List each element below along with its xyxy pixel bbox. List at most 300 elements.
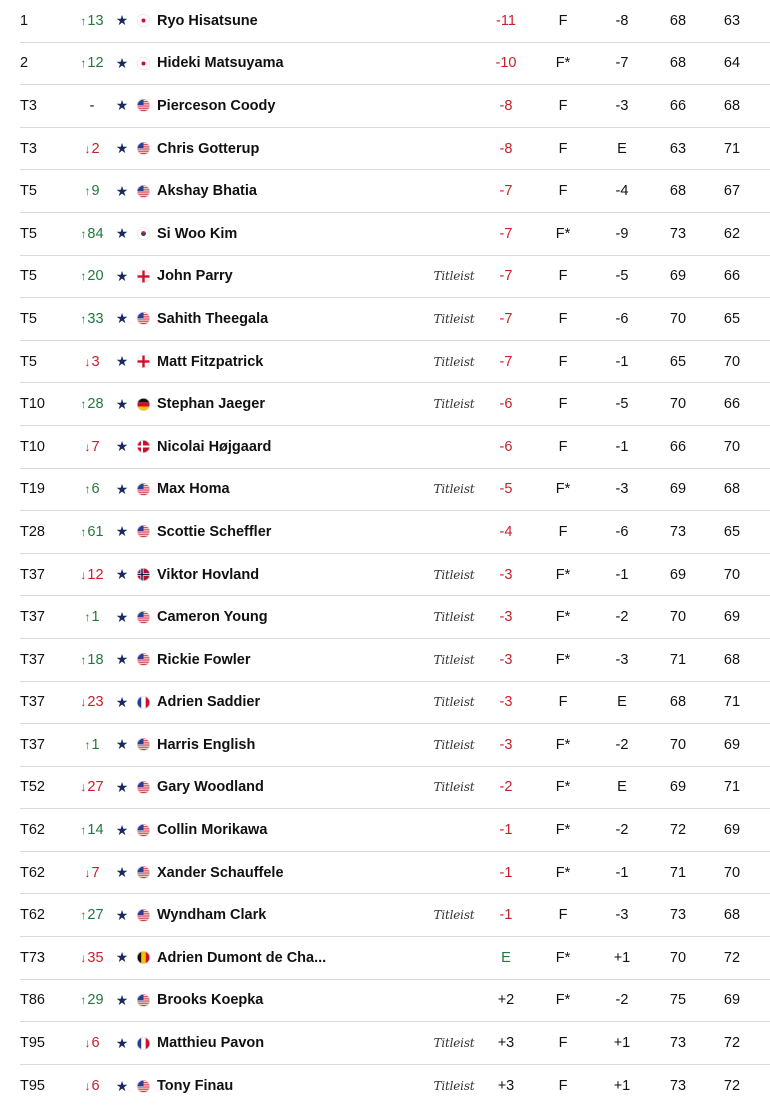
round1-score: 72 <box>669 822 687 839</box>
round1-score: 70 <box>669 949 687 966</box>
round-score: +1 <box>613 1035 631 1052</box>
movement-cell <box>72 256 112 298</box>
thru-cell: F <box>558 396 568 413</box>
round-score: -2 <box>615 822 629 839</box>
player-name[interactable]: Matthieu Pavon <box>157 1035 265 1052</box>
player-name[interactable]: Matt Fitzpatrick <box>157 353 264 370</box>
player-name[interactable]: Ryo Hisatsune <box>157 12 258 29</box>
arrow-up-icon: ↑ <box>80 13 87 28</box>
country-flag-icon <box>136 469 150 511</box>
thru-cell: F <box>558 907 568 924</box>
table-row[interactable] <box>20 426 770 469</box>
round1-score: 68 <box>669 694 687 711</box>
total-score: -1 <box>499 864 513 881</box>
round2-score: 63 <box>723 12 741 29</box>
thru-cell: F <box>558 97 568 114</box>
country-flag-icon <box>136 980 150 1022</box>
arrow-up-icon: ↑ <box>84 610 91 625</box>
table-row[interactable] <box>20 256 770 299</box>
movement-cell <box>72 852 112 894</box>
favorite-star-icon[interactable]: ★ <box>115 1077 129 1094</box>
sponsor-logo <box>430 511 478 553</box>
movement-cell <box>72 469 112 511</box>
favorite-star-icon[interactable]: ★ <box>115 97 129 114</box>
sponsor-logo: Titleist <box>433 269 475 284</box>
sponsor-logo: Titleist <box>433 311 475 326</box>
round-score: -2 <box>615 992 629 1009</box>
favorite-star-icon[interactable]: ★ <box>115 864 129 881</box>
arrow-up-icon: ↑ <box>84 482 91 497</box>
round2-score: 68 <box>723 97 741 114</box>
favorite-star-icon[interactable]: ★ <box>115 523 129 540</box>
table-row[interactable] <box>20 170 770 213</box>
round2-score: 67 <box>723 183 741 200</box>
table-row[interactable] <box>20 937 770 980</box>
total-score: -2 <box>499 779 513 796</box>
favorite-star-icon[interactable]: ★ <box>115 608 129 625</box>
arrow-up-icon: ↑ <box>80 226 87 241</box>
table-row[interactable] <box>20 1065 770 1107</box>
position-cell: T86 <box>20 992 45 1009</box>
country-flag-icon <box>136 1065 150 1107</box>
round-score: -3 <box>615 97 629 114</box>
table-row[interactable] <box>20 1022 770 1065</box>
total-score: -8 <box>499 97 513 114</box>
total-score: -7 <box>499 353 513 370</box>
round-score: -9 <box>615 225 629 242</box>
round1-score: 68 <box>669 183 687 200</box>
favorite-star-icon[interactable]: ★ <box>115 566 129 583</box>
position-cell: T10 <box>20 438 45 455</box>
movement-value: 1 <box>91 609 100 626</box>
position-cell: 2 <box>20 55 29 72</box>
country-flag-icon <box>136 0 150 42</box>
player-name[interactable]: Brooks Koepka <box>157 992 264 1009</box>
position-cell: T62 <box>20 864 45 881</box>
total-score: -7 <box>499 183 513 200</box>
round-score: -3 <box>615 651 629 668</box>
round1-score: 70 <box>669 609 687 626</box>
round2-score: 71 <box>723 140 741 157</box>
movement-cell <box>72 426 112 468</box>
position-cell: T3 <box>20 140 37 157</box>
total-score: -3 <box>499 651 513 668</box>
round1-score: 70 <box>669 310 687 327</box>
player-name[interactable]: Si Woo Kim <box>157 225 238 242</box>
round-score: -4 <box>615 183 629 200</box>
country-flag-icon <box>136 128 150 170</box>
round2-score: 68 <box>723 907 741 924</box>
sponsor-logo: Titleist <box>433 567 475 582</box>
player-name[interactable]: Hideki Matsuyama <box>157 55 284 72</box>
movement-cell <box>72 511 112 553</box>
round-score: -8 <box>615 12 629 29</box>
movement-value: 18 <box>87 651 104 668</box>
sponsor-logo: Titleist <box>433 610 475 625</box>
sponsor-logo <box>430 128 478 170</box>
player-name[interactable]: Viktor Hovland <box>157 566 260 583</box>
round1-score: 66 <box>669 438 687 455</box>
table-row[interactable] <box>20 213 770 256</box>
total-score: -5 <box>499 481 513 498</box>
player-name[interactable]: Wyndham Clark <box>157 907 267 924</box>
position-cell: T3 <box>20 97 37 114</box>
movement-cell <box>72 682 112 724</box>
arrow-down-icon: ↓ <box>84 439 91 454</box>
country-flag-icon <box>136 213 150 255</box>
favorite-star-icon[interactable]: ★ <box>115 821 129 838</box>
round2-score: 72 <box>723 949 741 966</box>
country-flag-icon <box>136 639 150 681</box>
movement-value: 28 <box>87 396 104 413</box>
country-flag-icon <box>136 554 150 596</box>
country-flag-icon <box>136 1022 150 1064</box>
thru-cell: F <box>558 183 568 200</box>
round2-score: 71 <box>723 694 741 711</box>
sponsor-logo: Titleist <box>433 737 475 752</box>
movement-cell <box>72 383 112 425</box>
position-cell: T5 <box>20 353 37 370</box>
favorite-star-icon[interactable]: ★ <box>115 736 129 753</box>
arrow-up-icon: ↑ <box>80 524 87 539</box>
round2-score: 70 <box>723 566 741 583</box>
total-score: -3 <box>499 736 513 753</box>
position-cell: T95 <box>20 1035 45 1052</box>
player-name[interactable]: Collin Morikawa <box>157 822 268 839</box>
total-score: -6 <box>499 438 513 455</box>
round1-score: 71 <box>669 651 687 668</box>
favorite-star-icon[interactable]: ★ <box>115 310 129 327</box>
round2-score: 65 <box>723 310 741 327</box>
total-score: -3 <box>499 566 513 583</box>
table-row[interactable] <box>20 852 770 895</box>
favorite-star-icon[interactable]: ★ <box>115 480 129 497</box>
favorite-star-icon[interactable]: ★ <box>115 140 129 157</box>
position-cell: T28 <box>20 523 45 540</box>
thru-cell: F* <box>555 651 571 668</box>
movement-value: 1 <box>91 736 100 753</box>
round2-score: 69 <box>723 992 741 1009</box>
round-score: +1 <box>613 1078 631 1095</box>
total-score: -6 <box>499 396 513 413</box>
total-score: -7 <box>499 268 513 285</box>
country-flag-icon <box>136 85 150 127</box>
movement-value: 6 <box>91 1035 100 1052</box>
player-name[interactable]: Adrien Saddier <box>157 694 261 711</box>
country-flag-icon <box>136 852 150 894</box>
movement-value: 12 <box>87 566 104 583</box>
thru-cell: F <box>558 12 568 29</box>
round2-score: 72 <box>723 1035 741 1052</box>
total-score: -11 <box>496 12 516 29</box>
arrow-up-icon: ↑ <box>80 823 87 838</box>
country-flag-icon <box>136 341 150 383</box>
arrow-down-icon: ↓ <box>84 1079 91 1094</box>
total-score: -8 <box>499 140 513 157</box>
country-flag-icon <box>136 43 150 85</box>
player-name[interactable]: Akshay Bhatia <box>157 183 257 200</box>
round-score: -7 <box>615 55 629 72</box>
round1-score: 75 <box>669 992 687 1009</box>
player-name[interactable]: Pierceson Coody <box>157 97 276 114</box>
position-cell: 1 <box>20 12 29 29</box>
favorite-star-icon[interactable]: ★ <box>115 906 129 923</box>
table-row[interactable] <box>20 511 770 554</box>
position-cell: T37 <box>20 566 45 583</box>
position-cell: T62 <box>20 907 45 924</box>
country-flag-icon <box>136 383 150 425</box>
round1-score: 65 <box>669 353 687 370</box>
sponsor-logo <box>430 852 478 894</box>
position-cell: T37 <box>20 736 45 753</box>
movement-cell <box>72 596 112 638</box>
movement-cell <box>72 639 112 681</box>
movement-cell <box>72 298 112 340</box>
movement-value: 29 <box>87 992 104 1009</box>
movement-value: 84 <box>87 225 104 242</box>
country-flag-icon <box>136 596 150 638</box>
table-row[interactable] <box>20 809 770 852</box>
country-flag-icon <box>136 809 150 851</box>
total-score: -7 <box>499 310 513 327</box>
movement-value: 9 <box>91 183 100 200</box>
position-cell: T37 <box>20 651 45 668</box>
round-score: -1 <box>615 566 629 583</box>
round1-score: 66 <box>669 97 687 114</box>
thru-cell: F* <box>555 566 571 583</box>
thru-cell: F* <box>555 864 571 881</box>
total-score: -1 <box>499 907 513 924</box>
table-row[interactable] <box>20 341 770 384</box>
round2-score: 69 <box>723 609 741 626</box>
table-row[interactable] <box>20 469 770 512</box>
table-row[interactable] <box>20 639 770 682</box>
thru-cell: F <box>558 140 568 157</box>
table-row[interactable] <box>20 980 770 1023</box>
player-name[interactable]: Max Homa <box>157 481 230 498</box>
total-score: -1 <box>499 822 513 839</box>
favorite-star-icon[interactable]: ★ <box>115 778 129 795</box>
round-score: E <box>617 779 627 796</box>
thru-cell: F <box>558 523 568 540</box>
arrow-down-icon: ↓ <box>80 567 87 582</box>
round1-score: 73 <box>669 907 687 924</box>
arrow-down-icon: ↓ <box>80 950 87 965</box>
movement-value: 13 <box>87 12 104 29</box>
round1-score: 63 <box>669 140 687 157</box>
player-name[interactable]: Gary Woodland <box>157 779 264 796</box>
table-row[interactable] <box>20 43 770 86</box>
favorite-star-icon[interactable]: ★ <box>115 353 129 370</box>
total-score: -3 <box>499 609 513 626</box>
sponsor-logo <box>430 937 478 979</box>
total-score: -4 <box>499 523 513 540</box>
round1-score: 68 <box>669 55 687 72</box>
sponsor-logo <box>430 809 478 851</box>
arrow-down-icon: ↓ <box>84 354 91 369</box>
player-name[interactable]: Cameron Young <box>157 609 268 626</box>
favorite-star-icon[interactable]: ★ <box>115 225 129 242</box>
favorite-star-icon[interactable]: ★ <box>115 395 129 412</box>
movement-cell <box>72 980 112 1022</box>
round-score: -1 <box>615 353 629 370</box>
country-flag-icon <box>136 170 150 212</box>
round2-score: 70 <box>723 353 741 370</box>
favorite-star-icon[interactable]: ★ <box>115 651 129 668</box>
thru-cell: F <box>558 438 568 455</box>
table-row[interactable] <box>20 0 770 43</box>
country-flag-icon <box>136 767 150 809</box>
round-score: -1 <box>615 864 629 881</box>
thru-cell: F* <box>555 736 571 753</box>
movement-value: - <box>89 97 95 114</box>
thru-cell: F <box>558 1078 568 1095</box>
round-score: -5 <box>615 268 629 285</box>
table-row[interactable] <box>20 596 770 639</box>
favorite-star-icon[interactable]: ★ <box>115 438 129 455</box>
player-name[interactable]: Harris English <box>157 736 256 753</box>
movement-cell <box>72 128 112 170</box>
country-flag-icon <box>136 937 150 979</box>
total-score: -7 <box>499 225 513 242</box>
favorite-star-icon[interactable]: ★ <box>115 182 129 199</box>
sponsor-logo: Titleist <box>433 1079 475 1094</box>
movement-cell <box>72 170 112 212</box>
table-row[interactable] <box>20 383 770 426</box>
round2-score: 65 <box>723 523 741 540</box>
arrow-down-icon: ↓ <box>84 1036 91 1051</box>
movement-value: 7 <box>91 864 100 881</box>
favorite-star-icon[interactable]: ★ <box>115 12 129 29</box>
position-cell: T5 <box>20 183 37 200</box>
position-cell: T73 <box>20 949 45 966</box>
arrow-up-icon: ↑ <box>80 269 87 284</box>
arrow-up-icon: ↑ <box>80 397 87 412</box>
movement-value: 6 <box>91 481 100 498</box>
round-score: +1 <box>613 949 631 966</box>
table-row[interactable] <box>20 128 770 171</box>
table-row[interactable] <box>20 85 770 128</box>
table-row[interactable] <box>20 298 770 341</box>
round-score: -3 <box>615 481 629 498</box>
thru-cell: F* <box>555 949 571 966</box>
arrow-up-icon: ↑ <box>80 993 87 1008</box>
movement-cell <box>72 43 112 85</box>
table-row[interactable] <box>20 767 770 810</box>
country-flag-icon <box>136 682 150 724</box>
round-score: -5 <box>615 396 629 413</box>
round1-score: 73 <box>669 1035 687 1052</box>
round-score: -3 <box>615 907 629 924</box>
table-row[interactable] <box>20 894 770 937</box>
arrow-up-icon: ↑ <box>84 737 91 752</box>
total-score: +3 <box>497 1035 515 1052</box>
round2-score: 70 <box>723 864 741 881</box>
round-score: -1 <box>615 438 629 455</box>
player-name[interactable]: Tony Finau <box>157 1078 234 1095</box>
movement-value: 27 <box>87 779 104 796</box>
country-flag-icon <box>136 511 150 553</box>
round1-score: 69 <box>669 779 687 796</box>
thru-cell: F* <box>555 55 571 72</box>
player-name[interactable]: Stephan Jaeger <box>157 396 265 413</box>
favorite-star-icon[interactable]: ★ <box>115 54 129 71</box>
position-cell: T5 <box>20 310 37 327</box>
table-row[interactable] <box>20 682 770 725</box>
arrow-down-icon: ↓ <box>84 141 91 156</box>
favorite-star-icon[interactable]: ★ <box>115 949 129 966</box>
round2-score: 72 <box>723 1078 741 1095</box>
arrow-down-icon: ↓ <box>80 780 87 795</box>
round2-score: 64 <box>723 55 741 72</box>
arrow-up-icon: ↑ <box>84 184 91 199</box>
player-name[interactable]: Xander Schauffele <box>157 864 284 881</box>
sponsor-logo <box>430 0 478 42</box>
sponsor-logo: Titleist <box>433 482 475 497</box>
table-row[interactable] <box>20 724 770 767</box>
movement-value: 23 <box>87 694 104 711</box>
arrow-up-icon: ↑ <box>80 56 87 71</box>
movement-value: 7 <box>91 438 100 455</box>
round1-score: 73 <box>669 1078 687 1095</box>
favorite-star-icon[interactable]: ★ <box>115 1034 129 1051</box>
country-flag-icon <box>136 298 150 340</box>
movement-cell <box>72 767 112 809</box>
sponsor-logo <box>430 980 478 1022</box>
round1-score: 70 <box>669 396 687 413</box>
movement-cell <box>72 937 112 979</box>
country-flag-icon <box>136 426 150 468</box>
position-cell: T37 <box>20 694 45 711</box>
player-name[interactable]: Nicolai Højgaard <box>157 438 272 455</box>
country-flag-icon <box>136 894 150 936</box>
movement-cell <box>72 894 112 936</box>
movement-cell <box>72 0 112 42</box>
round2-score: 68 <box>723 481 741 498</box>
movement-cell <box>72 85 112 127</box>
movement-value: 2 <box>91 140 100 157</box>
player-name[interactable]: John Parry <box>157 268 233 285</box>
round2-score: 69 <box>723 822 741 839</box>
thru-cell: F <box>558 268 568 285</box>
sponsor-logo: Titleist <box>433 652 475 667</box>
movement-cell <box>72 213 112 255</box>
round1-score: 73 <box>669 523 687 540</box>
position-cell: T62 <box>20 822 45 839</box>
player-name[interactable]: Chris Gotterup <box>157 140 260 157</box>
favorite-star-icon[interactable]: ★ <box>115 991 129 1008</box>
movement-value: 3 <box>91 353 100 370</box>
movement-cell <box>72 1065 112 1107</box>
favorite-star-icon[interactable]: ★ <box>115 693 129 710</box>
thru-cell: F* <box>555 779 571 796</box>
thru-cell: F* <box>555 481 571 498</box>
table-row[interactable] <box>20 554 770 597</box>
sponsor-logo <box>430 170 478 212</box>
player-name[interactable]: Adrien Dumont de Cha... <box>157 949 327 966</box>
arrow-up-icon: ↑ <box>80 908 87 923</box>
sponsor-logo <box>430 85 478 127</box>
player-name[interactable]: Sahith Theegala <box>157 310 269 327</box>
sponsor-logo: Titleist <box>433 354 475 369</box>
favorite-star-icon[interactable]: ★ <box>115 267 129 284</box>
player-name[interactable]: Rickie Fowler <box>157 651 251 668</box>
arrow-up-icon: ↑ <box>80 652 87 667</box>
player-name[interactable]: Scottie Scheffler <box>157 523 272 540</box>
movement-value: 20 <box>87 268 104 285</box>
movement-value: 33 <box>87 310 104 327</box>
position-cell: T5 <box>20 225 37 242</box>
